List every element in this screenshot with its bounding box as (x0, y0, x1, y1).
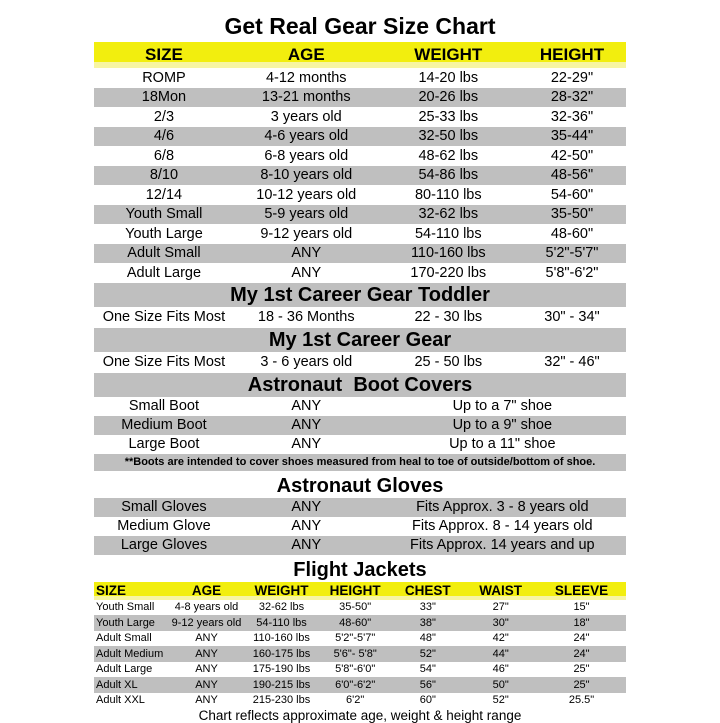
cell-size: 18Mon (141, 89, 187, 106)
section-title-flight-jackets: Flight Jackets (94, 555, 626, 582)
column-header-weight: WEIGHT (254, 583, 309, 598)
table-row-adult-large (94, 263, 626, 283)
column-header-age: AGE (287, 45, 325, 64)
cell-size: Youth Large (96, 616, 155, 629)
table-row-career-one-size (94, 352, 626, 373)
table-row-youth-large (94, 224, 626, 244)
table-row-romp (94, 68, 626, 88)
cell-weight: 48-62 lbs (418, 147, 479, 164)
cell-size: 4/6 (153, 128, 175, 145)
column-header-sleeve: SLEEVE (554, 583, 609, 598)
column-header-weight: WEIGHT (414, 45, 483, 64)
cell-size: 2/3 (153, 108, 175, 125)
cell-waist: 42" (492, 632, 509, 645)
cell-height: 32-36" (550, 108, 594, 125)
cell-age: 13-21 months (261, 89, 351, 106)
cell-height: 35-50" (550, 206, 594, 223)
cell-sleeve: 25" (573, 663, 590, 676)
cell-age: ANY (291, 518, 322, 534)
cell-age: 3 years old (270, 108, 342, 125)
cell-waist: 50" (492, 678, 509, 691)
cell-size: Small Boot (128, 398, 200, 414)
cell-age: ANY (291, 245, 322, 262)
cell-height: 48-56" (550, 167, 594, 184)
cell-age: 3 - 6 years old (260, 354, 353, 370)
cell-sleeve: 18" (573, 616, 590, 629)
table-row-medium-boot (94, 416, 626, 435)
cell-size: Adult Small (127, 245, 201, 262)
cell-chest: 33" (419, 601, 436, 614)
cell-size: Adult XXL (96, 694, 145, 707)
cell-size: ROMP (142, 69, 186, 86)
cell-waist: 30" (492, 616, 509, 629)
cell-age: ANY (291, 436, 322, 452)
cell-weight: 110-160 lbs (253, 632, 310, 645)
cell-height: 5'6"- 5'8" (333, 647, 377, 660)
flight-row-adult-medium (94, 646, 626, 662)
cell-weight: 54-86 lbs (418, 167, 479, 184)
cell-waist: 46" (492, 663, 509, 676)
cell-weight: 32-62 lbs (258, 601, 305, 614)
column-header-height: HEIGHT (539, 45, 605, 64)
cell-size: Medium Boot (121, 417, 207, 433)
flight-row-youth-small (94, 600, 626, 616)
cell-size: Youth Small (96, 601, 155, 614)
table-row-large-boot (94, 435, 626, 454)
section-title-boot-covers: Astronaut Boot Covers (94, 373, 626, 397)
flight-row-adult-large (94, 662, 626, 678)
cell-sleeve: 25" (573, 678, 590, 691)
cell-age: ANY (291, 537, 322, 553)
flight-row-adult-xxl (94, 693, 626, 709)
cell-size: Adult Medium (96, 647, 164, 660)
cell-age: 4-12 months (265, 69, 347, 86)
cell-waist: 44" (492, 647, 509, 660)
cell-size: Adult Large (96, 663, 153, 676)
cell-height: 32" - 46" (544, 354, 600, 370)
section-title-career-gear: My 1st Career Gear (94, 328, 626, 352)
table-row-small-gloves (94, 498, 626, 517)
table-row-large-gloves (94, 536, 626, 555)
cell-age: 10-12 years old (256, 186, 357, 203)
cell-chest: 56" (419, 678, 436, 691)
cell-size: 8/10 (149, 167, 179, 184)
cell-weight: 54-110 lbs (414, 225, 482, 242)
cell-weight: 80-110 lbs (414, 186, 482, 203)
cell-height: 30" - 34" (544, 309, 600, 325)
cell-chest: 54" (419, 663, 436, 676)
cell-age: 18 - 36 Months (257, 309, 355, 325)
column-header-size: SIZE (96, 583, 127, 598)
cell-size: 12/14 (145, 186, 183, 203)
cell-weight: 22 - 30 lbs (414, 309, 483, 325)
cell-weight: 25 - 50 lbs (414, 354, 483, 370)
cell-height: 28-32" (550, 89, 594, 106)
cell-weight: 110-160 lbs (410, 245, 486, 262)
table-row-18mon (94, 88, 626, 108)
cell-height: 6'2" (346, 694, 365, 707)
section-title-gloves: Astronaut Gloves (94, 471, 626, 498)
table-row-6-8 (94, 146, 626, 166)
column-header-size: SIZE (145, 45, 183, 64)
cell-size: Medium Glove (117, 518, 211, 534)
cell-size: Small Gloves (121, 499, 207, 515)
column-header-age: AGE (191, 583, 222, 598)
size-chart-table (94, 42, 626, 708)
table-row-toddler-one-size (94, 307, 626, 328)
cell-height: 48-60" (339, 616, 372, 629)
boot-covers-note: **Boots are intended to cover shoes measured from heal to toe of outside/bottom of shoe. (94, 454, 626, 471)
cell-age: ANY (195, 632, 218, 645)
cell-height: 5'2"-5'7" (335, 632, 376, 645)
cell-chest: 60" (419, 694, 436, 707)
cell-age: ANY (291, 264, 322, 281)
page-title: Get Real Gear Size Chart (224, 13, 496, 39)
cell-size: 6/8 (153, 147, 175, 164)
column-header-height: HEIGHT (329, 583, 381, 598)
cell-age: 9-12 years old (260, 225, 353, 242)
cell-size: Large Gloves (120, 537, 208, 553)
cell-size: Adult Small (96, 632, 152, 645)
cell-height: 22-29" (550, 69, 594, 86)
cell-size: Adult XL (96, 678, 138, 691)
cell-age: 8-10 years old (260, 167, 353, 184)
flight-jackets-header-row (94, 582, 626, 600)
cell-fit: Up to a 7" shoe (452, 398, 553, 414)
cell-age: 5-9 years old (264, 206, 349, 223)
cell-weight: 14-20 lbs (418, 69, 479, 86)
cell-sleeve: 24" (573, 632, 590, 645)
cell-weight: 215-230 lbs (252, 694, 311, 707)
cell-age: 9-12 years old (171, 616, 242, 629)
table-row-adult-small (94, 244, 626, 264)
cell-height: 48-60" (550, 225, 594, 242)
column-header-chest: CHEST (404, 583, 451, 598)
cell-height: 5'8"-6'2" (545, 264, 599, 281)
section-title-career-gear-toddler: My 1st Career Gear Toddler (94, 283, 626, 307)
cell-size: Youth Large (125, 225, 203, 242)
table-row-8-10 (94, 166, 626, 186)
cell-height: 54-60" (550, 186, 594, 203)
cell-age: 4-8 years old (174, 601, 239, 614)
cell-fit: Fits Approx. 14 years and up (410, 537, 595, 553)
table-row-small-boot (94, 397, 626, 416)
cell-size: Large Boot (128, 436, 200, 452)
cell-height: 42-50" (550, 147, 594, 164)
cell-age: ANY (195, 694, 218, 707)
cell-size: One Size Fits Most (102, 354, 226, 370)
cell-height: 5'2"-5'7" (545, 245, 599, 262)
cell-age: 4-6 years old (264, 128, 349, 145)
cell-weight: 32-62 lbs (418, 206, 479, 223)
cell-age: ANY (195, 678, 218, 691)
cell-age: ANY (195, 663, 218, 676)
cell-age: ANY (195, 647, 218, 660)
cell-weight: 190-215 lbs (252, 678, 311, 691)
cell-size: Adult Large (126, 264, 202, 281)
cell-weight: 170-220 lbs (410, 264, 487, 281)
cell-fit: Fits Approx. 3 - 8 years old (416, 499, 589, 515)
cell-weight: 32-50 lbs (418, 128, 479, 145)
cell-weight: 160-175 lbs (252, 647, 311, 660)
cell-fit: Fits Approx. 8 - 14 years old (412, 518, 593, 534)
cell-weight: 175-190 lbs (252, 663, 311, 676)
flight-row-adult-xl (94, 677, 626, 693)
cell-age: ANY (291, 417, 322, 433)
column-header-waist: WAIST (479, 583, 523, 598)
table-row-youth-small (94, 205, 626, 225)
cell-fit: Up to a 11" shoe (449, 436, 556, 452)
cell-sleeve: 25.5" (568, 694, 595, 707)
flight-row-youth-large (94, 615, 626, 631)
cell-waist: 52" (492, 694, 509, 707)
cell-weight: 54-110 lbs (256, 616, 307, 629)
cell-sleeve: 24" (573, 647, 590, 660)
cell-height: 35-50" (339, 601, 372, 614)
cell-age: 6-8 years old (264, 147, 349, 164)
cell-height: 35-44" (550, 128, 594, 145)
cell-chest: 52" (419, 647, 436, 660)
cell-chest: 48" (419, 632, 436, 645)
cell-age: ANY (291, 499, 322, 515)
cell-size: Youth Small (125, 206, 203, 223)
table-row-medium-glove (94, 517, 626, 536)
cell-chest: 38" (419, 616, 436, 629)
table-row-12-14 (94, 185, 626, 205)
cell-age: ANY (291, 398, 322, 414)
chart-disclaimer: Chart reflects approximate age, weight & height range (198, 708, 522, 723)
cell-fit: Up to a 9" shoe (452, 417, 553, 433)
main-table-header-row (94, 42, 626, 68)
flight-row-adult-small (94, 631, 626, 647)
cell-height: 6'0"-6'2" (335, 678, 376, 691)
table-row-2-3 (94, 107, 626, 127)
cell-height: 5'8"-6'0" (335, 663, 376, 676)
cell-weight: 25-33 lbs (418, 108, 479, 125)
table-row-4-6 (94, 127, 626, 147)
cell-waist: 27" (492, 601, 509, 614)
cell-size: One Size Fits Most (102, 309, 226, 325)
cell-sleeve: 15" (573, 601, 590, 614)
cell-weight: 20-26 lbs (418, 89, 479, 106)
